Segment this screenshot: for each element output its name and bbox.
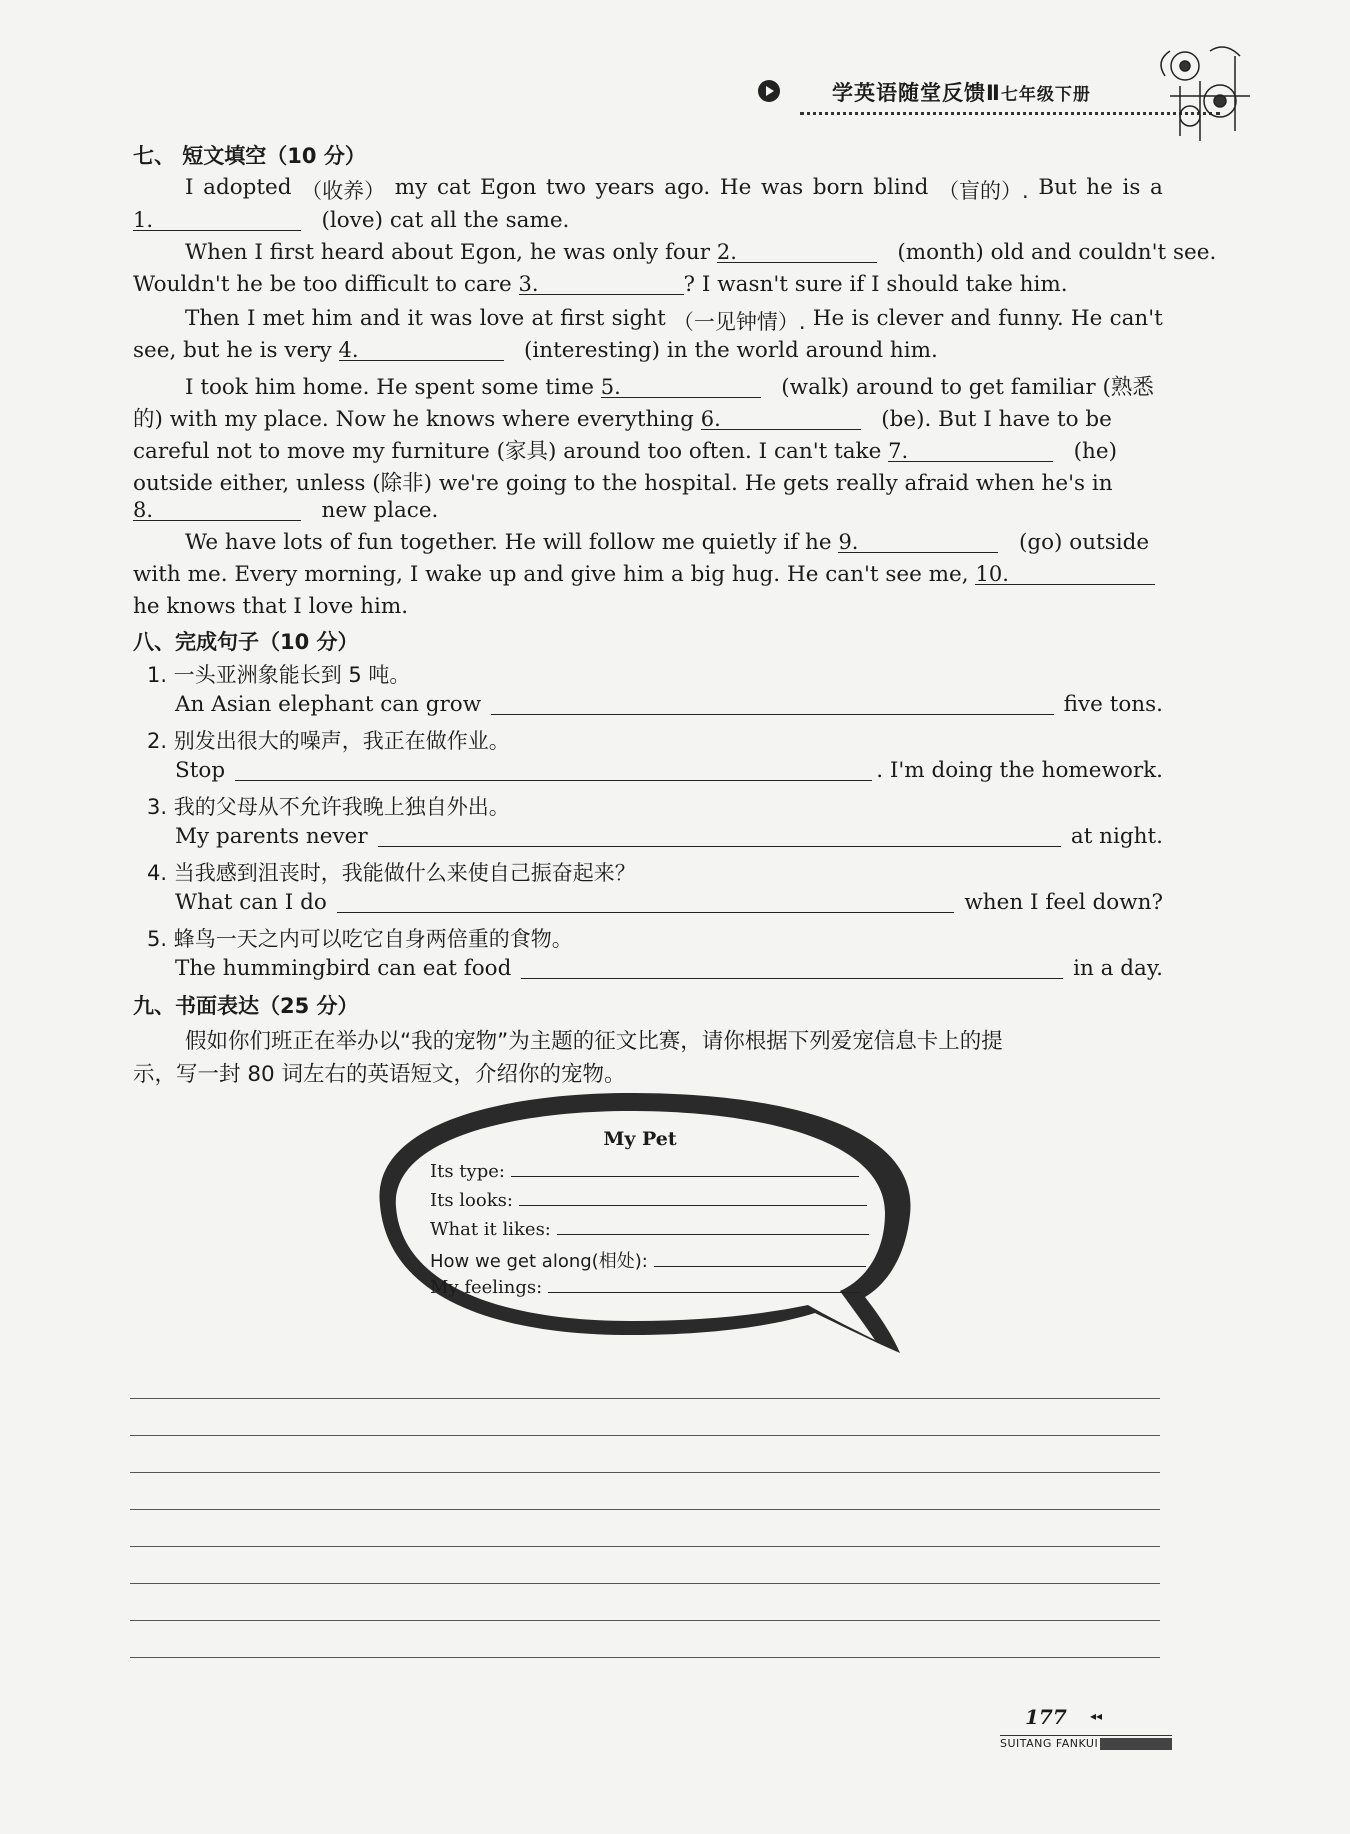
writing-line[interactable] <box>130 1620 1160 1621</box>
play-icon <box>758 80 780 102</box>
section-9-title: 九、书面表达（25 分） <box>133 994 359 1018</box>
item-4-chinese: 4. 当我感到沮丧时，我能做什么来使自己振奋起来？ <box>147 861 636 885</box>
item-1-answer[interactable] <box>491 692 1054 715</box>
card-get-along-input[interactable] <box>654 1250 866 1267</box>
footer-brand: SUITANG FANKUI <box>1000 1735 1172 1750</box>
writing-line[interactable] <box>130 1583 1160 1584</box>
item-1-chinese: 1. 一头亚洲象能长到 5 吨。 <box>147 663 411 687</box>
passage-line: he knows that I love him. <box>133 594 409 619</box>
passage-line: Wouldn't he be too difficult to care 3. ? I wasn't sure if I should take him. <box>133 272 1068 297</box>
writing-line[interactable] <box>130 1509 1160 1510</box>
blank-2[interactable]: 2. <box>717 240 877 263</box>
section-8-title: 八、完成句子（10 分） <box>133 630 359 654</box>
passage-line: careful not to move my furniture (家具) around too often. I can't take 7. (he) <box>133 439 1118 464</box>
blank-5[interactable]: 5. <box>601 375 761 398</box>
passage-line: 1. (love) cat all the same. <box>133 208 570 233</box>
writing-line[interactable] <box>130 1398 1160 1399</box>
writing-prompt: 假如你们班正在举办以“我的宠物”为主题的征文比赛，请你根据下列爱宠信息卡上的提 <box>185 1029 1003 1054</box>
blank-3[interactable]: 3. <box>519 272 684 295</box>
item-5-chinese: 5. 蜂鸟一天之内可以吃它自身两倍重的食物。 <box>147 927 573 951</box>
section-9 <box>133 990 1163 1090</box>
card-type-input[interactable] <box>511 1160 859 1177</box>
writing-line[interactable] <box>130 1657 1160 1658</box>
blank-10[interactable]: 10. <box>975 562 1155 585</box>
arrows-icon: ◂◂ <box>1090 1709 1103 1723</box>
flower-ornament-icon <box>1150 36 1260 146</box>
item-5-answer[interactable] <box>521 956 1063 979</box>
card-field-looks: Its looks: <box>430 1189 867 1211</box>
writing-line[interactable] <box>130 1472 1160 1473</box>
passage-line: I took him home. He spent some time 5. (walk) around to get familiar (熟悉 <box>185 375 1154 400</box>
blank-7[interactable]: 7. <box>888 439 1053 462</box>
card-field-feelings: My feelings: <box>430 1276 860 1298</box>
section-7 <box>133 140 1217 620</box>
blank-1[interactable]: 1. <box>133 208 301 231</box>
passage-line: I adopted （收养） my cat Egon two years ago. He was born blind （盲的）. But he is a <box>185 175 1163 203</box>
writing-prompt-cont: 示，写一封 80 词左右的英语短文，介绍你的宠物。 <box>133 1062 626 1087</box>
section-7-title: 七、 短文填空（10 分） <box>133 144 366 168</box>
passage-line: We have lots of fun together. He will follow me quietly if he 9. (go) outside <box>185 530 1150 555</box>
passage-line: 的) with my place. Now he knows where everything 6. (be). But I have to be <box>133 407 1112 432</box>
item-2-sentence: Stop . I'm doing the homework. <box>175 758 1163 783</box>
item-3-answer[interactable] <box>378 824 1061 847</box>
writing-line[interactable] <box>130 1546 1160 1547</box>
item-1-sentence: An Asian elephant can grow five tons. <box>175 692 1163 717</box>
card-looks-input[interactable] <box>519 1189 867 1206</box>
card-likes-input[interactable] <box>557 1218 869 1235</box>
header-title: 学英语随堂反馈 <box>832 81 986 105</box>
card-title: My Pet <box>603 1128 677 1150</box>
item-2-chinese: 2. 别发出很大的噪声，我正在做作业。 <box>147 729 510 753</box>
blank-6[interactable]: 6. <box>701 407 861 430</box>
page-number: 177 <box>1025 1705 1067 1729</box>
item-5-sentence: The hummingbird can eat food in a day. <box>175 956 1163 981</box>
passage-line: 8. new place. <box>133 498 439 523</box>
item-4-sentence: What can I do when I feel down? <box>175 890 1163 915</box>
passage-line: Then I met him and it was love at first sight （一见钟情）. He is clever and funny. He can't <box>185 306 1163 334</box>
writing-line[interactable] <box>130 1435 1160 1436</box>
passage-line: see, but he is very 4. (interesting) in the world around him. <box>133 338 938 363</box>
blank-9[interactable]: 9. <box>838 530 998 553</box>
header-grade: 七年级下册 <box>1000 85 1091 105</box>
card-feelings-input[interactable] <box>548 1276 860 1293</box>
item-3-chinese: 3. 我的父母从不允许我晚上独自外出。 <box>147 795 510 819</box>
card-field-get-along: How we get along(相处): <box>430 1247 866 1273</box>
passage-line: with me. Every morning, I wake up and give him a big hug. He can't see me, 10. <box>133 562 1163 587</box>
item-2-answer[interactable] <box>235 758 872 781</box>
header-roman: Ⅱ <box>986 81 1001 105</box>
section-8 <box>133 626 1163 986</box>
blank-8[interactable]: 8. <box>133 498 301 521</box>
item-4-answer[interactable] <box>337 890 955 913</box>
passage-line: outside either, unless (除非) we're going to the hospital. He gets really afraid when he's in <box>133 471 1113 496</box>
card-field-likes: What it likes: <box>430 1218 869 1240</box>
blank-4[interactable]: 4. <box>339 338 504 361</box>
card-field-type: Its type: <box>430 1160 859 1182</box>
item-3-sentence: My parents never at night. <box>175 824 1163 849</box>
passage-line: When I first heard about Egon, he was only four 2. (month) old and couldn't see. <box>185 240 1217 265</box>
